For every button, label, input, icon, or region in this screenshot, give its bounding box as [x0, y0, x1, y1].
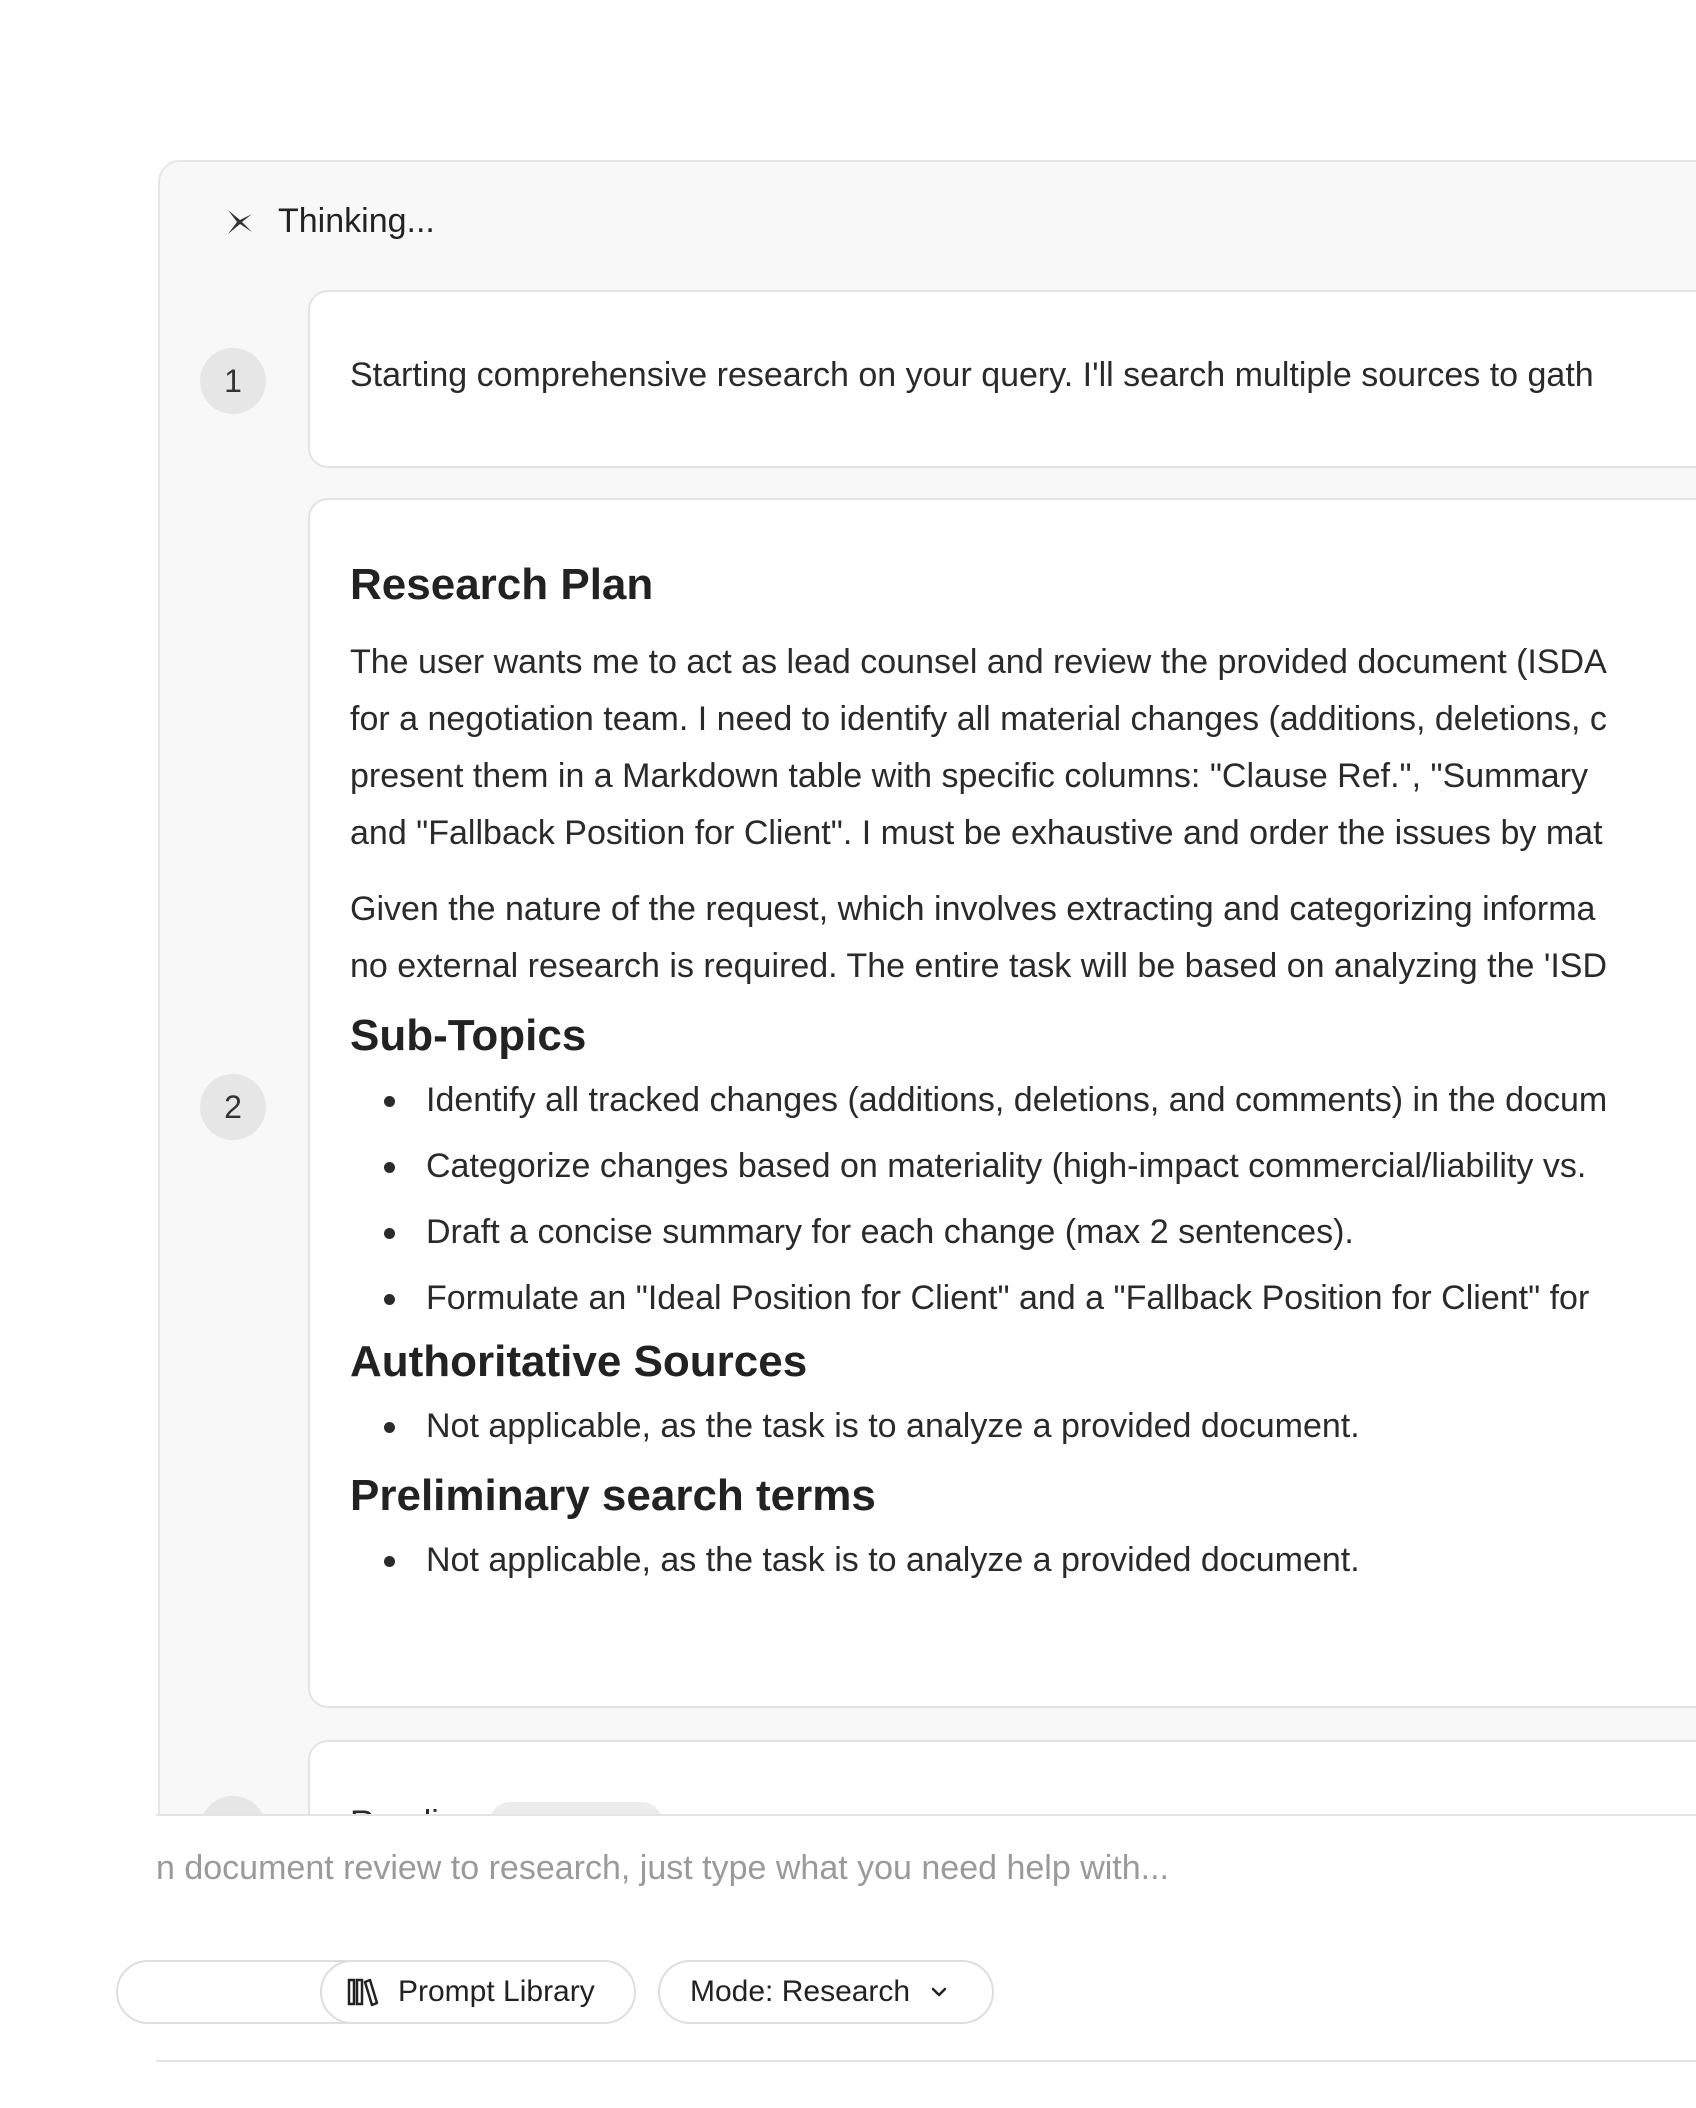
research-plan-heading: Research Plan [350, 560, 654, 609]
research-plan-content [350, 554, 1696, 1593]
paragraph-line: Given the nature of the request, which involves extracting and categorizing informa [350, 890, 1596, 928]
message-input[interactable] [156, 1838, 1696, 1898]
divider [156, 2060, 1696, 2062]
step-card-2 [308, 498, 1696, 1708]
subtopics-heading: Sub-Topics [350, 1011, 587, 1060]
bullet-dot [384, 1162, 395, 1173]
bullet-dot [384, 1422, 395, 1433]
chevron-down-icon [928, 1981, 950, 2003]
list-item-text: Categorize changes based on materiality (high-impact commercial/liability vs. [426, 1147, 1587, 1185]
prompt-library-button[interactable] [320, 1960, 636, 2024]
bullet-dot [384, 1228, 395, 1239]
step-card-1 [308, 290, 1696, 468]
list-item [350, 1199, 1696, 1265]
paragraph-line: and "Fallback Position for Client". I must be exhaustive and order the issues by mat [350, 814, 1603, 852]
list-item [350, 1067, 1696, 1133]
plan-paragraph [350, 881, 1696, 995]
search-terms-heading: Preliminary search terms [350, 1471, 876, 1520]
step-number-badge: 1 [200, 348, 266, 414]
list-item [350, 1393, 1696, 1459]
list-item-text: Formulate an "Ideal Position for Client" and a "Fallback Position for Client" for [426, 1279, 1590, 1317]
mode-label: Mode: Research [690, 1975, 911, 2008]
sources-list [350, 1393, 1696, 1459]
paragraph-line: for a negotiation team. I need to identify all material changes (additions, deletions, c [350, 700, 1607, 738]
list-item-text: Not applicable, as the task is to analyze a provided document. [426, 1407, 1360, 1445]
list-item-text: Not applicable, as the task is to analyze a provided document. [426, 1541, 1360, 1579]
list-item-text: Identify all tracked changes (additions, deletions, and comments) in the docum [426, 1081, 1608, 1119]
composer [156, 1814, 1696, 2108]
thinking-label: Thinking... [278, 202, 435, 240]
spark-icon [224, 206, 256, 238]
step-status-text: Starting comprehensive research on your query. I'll search multiple sources to gath [350, 356, 1594, 394]
list-item-text: Draft a concise summary for each change (max 2 sentences). [426, 1213, 1354, 1251]
bullet-dot [384, 1096, 395, 1107]
step-number-badge: 2 [200, 1074, 266, 1140]
paragraph-line: no external research is required. The entire task will be based on analyzing the 'ISD [350, 947, 1608, 985]
bullet-dot [384, 1294, 395, 1305]
thinking-header[interactable] [224, 202, 435, 241]
paragraph-line: present them in a Markdown table with specific columns: "Clause Ref.", "Summary [350, 757, 1589, 795]
paragraph-line: The user wants me to act as lead counsel and review the provided document (ISDA [350, 643, 1607, 681]
list-item [350, 1265, 1696, 1331]
book-library-icon [346, 1975, 380, 2009]
thinking-panel [158, 160, 1696, 1900]
search-terms-list [350, 1527, 1696, 1593]
list-item [350, 1133, 1696, 1199]
subtopics-list [350, 1067, 1696, 1331]
mode-select[interactable] [658, 1960, 994, 2024]
prompt-library-label: Prompt Library [398, 1975, 595, 2008]
list-item [350, 1527, 1696, 1593]
sources-heading: Authoritative Sources [350, 1337, 808, 1386]
bullet-dot [384, 1556, 395, 1567]
plan-paragraph [350, 634, 1696, 862]
